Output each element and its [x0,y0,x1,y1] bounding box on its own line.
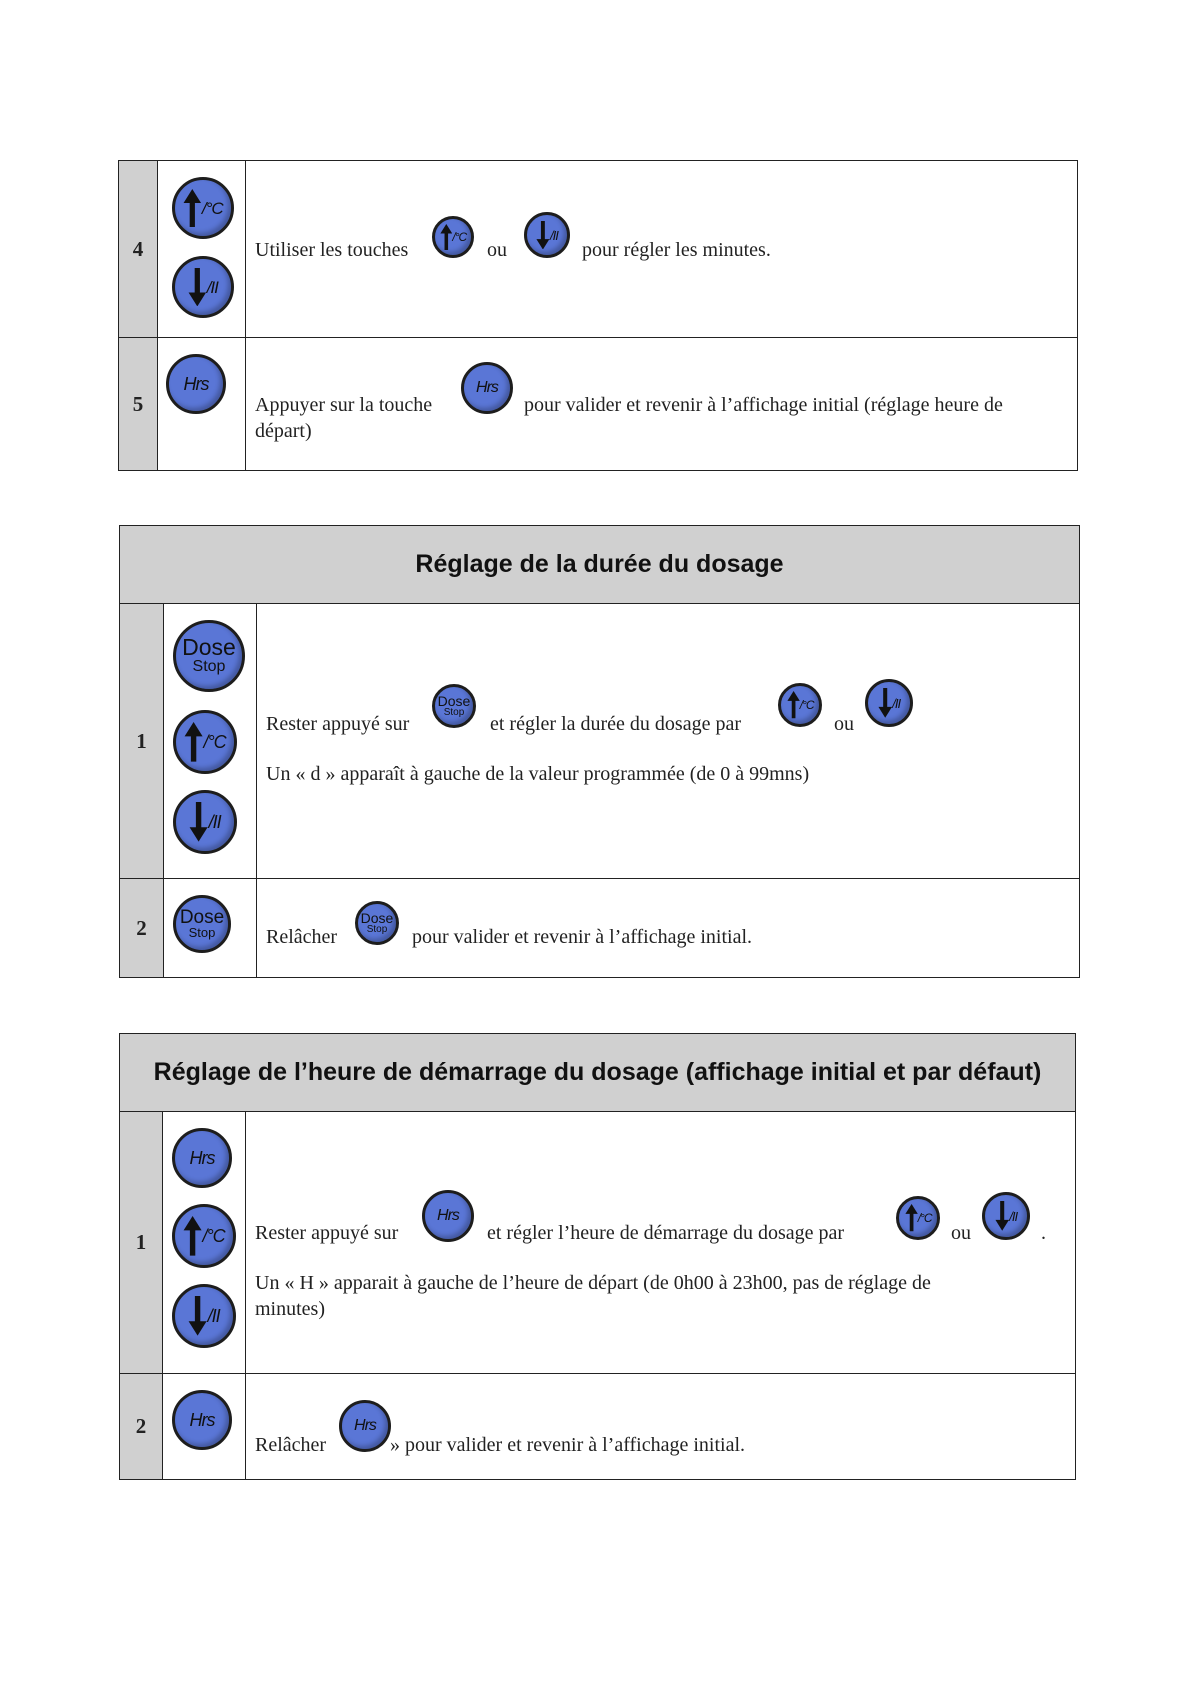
instruction-text [246,338,1077,470]
arrow-up-icon [787,691,800,718]
up-celsius-button-icon [432,216,474,258]
down-pause-button-icon [524,212,570,258]
arrow-down-icon [995,1201,1009,1231]
arrow-up-icon [184,722,203,762]
table-row [119,337,1077,470]
hrs-label: Hrs [476,379,498,396]
up-celsius-button-icon [173,710,237,774]
icon-cell [163,1374,246,1479]
down-pause-button-icon [172,1284,236,1348]
up-celsius-button-icon [896,1196,940,1240]
hrs-label: Hrs [354,1417,376,1434]
minutes-table [118,160,1078,471]
pause-label: /II [549,227,558,243]
arrow-down-icon [188,268,207,306]
pause-label: /II [208,812,221,832]
table-row [119,161,1077,337]
instruction-part: ou [951,1222,971,1244]
section-title: Réglage de l’heure de démarrage du dosage (affichage initial et par défaut) [120,1034,1075,1112]
celsius-label: /°C [202,1226,225,1246]
up-celsius-button-icon [172,1204,236,1268]
duration-table [119,525,1080,978]
instruction-text [257,879,1079,977]
instruction-part: Relâcher [255,1434,327,1456]
celsius-label: /°C [201,198,223,218]
icon-cell [158,161,246,337]
dose-label: Dose [437,692,471,709]
instruction-text [246,161,1077,337]
stop-label: Stop [443,706,465,718]
dose-stop-button-icon [173,895,231,953]
hrs-button-icon [172,1128,232,1188]
arrow-down-icon [188,1296,207,1336]
instruction-text [246,1112,1075,1373]
hrs-button-icon [422,1190,474,1242]
instruction-part: Utiliser les touches [255,239,409,261]
table-row [120,1373,1075,1479]
icon-cell [164,879,257,977]
dose-label: Dose [182,634,236,661]
celsius-label: /°C [452,230,467,244]
step-number: 4 [119,161,158,337]
down-pause-button-icon [172,256,234,318]
hrs-label: Hrs [189,1410,215,1430]
arrow-up-icon [440,224,453,250]
celsius-label: /°C [799,698,814,712]
hrs-button-icon [339,1400,391,1452]
icon-cell [164,604,257,878]
stop-label: Stop [192,658,226,676]
dose-stop-button-icon [355,901,399,945]
dose-label: Dose [360,909,394,926]
icon-cell [163,1112,246,1373]
step-number: 2 [120,1374,163,1479]
instruction-part: pour valider et revenir à l’affichage initial (réglage heure de [524,394,1003,416]
down-pause-button-icon [173,790,237,854]
hrs-label: Hrs [189,1148,215,1168]
hrs-label: Hrs [437,1207,459,1224]
instruction-text [246,1374,1075,1479]
icon-cell [158,338,246,470]
dose-stop-button-icon [173,620,245,692]
instruction-part: Rester appuyé sur [255,1222,399,1244]
start-time-table [119,1033,1076,1480]
step-number: 1 [120,1112,163,1373]
table-row [120,604,1079,878]
stop-label: Stop [188,924,216,940]
step-number: 2 [120,879,164,977]
pause-label: /II [1009,1208,1018,1224]
instruction-part: Rester appuyé sur [266,713,410,735]
dose-stop-button-icon [432,684,476,728]
stop-label: Stop [366,923,388,935]
section-title: Réglage de la durée du dosage [120,526,1079,604]
instruction-part: pour valider et revenir à l’affichage initial. [412,926,753,948]
step-number: 1 [120,604,164,878]
arrow-up-icon [183,189,202,227]
up-celsius-button-icon [778,683,822,727]
instruction-part: Un « d » apparaît à gauche de la valeur programmée (de 0 à 99mns) [266,763,810,785]
instruction-part: . [1041,1222,1046,1244]
instruction-part: et régler l’heure de démarrage du dosage par [487,1222,845,1244]
instruction-part: et régler la durée du dosage par [490,713,741,735]
dose-label: Dose [179,906,225,928]
arrow-down-icon [536,221,550,250]
up-celsius-button-icon [172,177,234,239]
table-row [120,878,1079,977]
celsius-label: /°C [917,1211,932,1225]
instruction-part: départ) [255,420,312,442]
table-row [120,1112,1075,1373]
down-pause-button-icon [982,1192,1030,1240]
instruction-part: ou [487,239,507,261]
instruction-part: Appuyer sur la touche [255,394,433,416]
down-pause-button-icon [865,679,913,727]
celsius-label: /°C [203,732,226,752]
hrs-label: Hrs [183,374,209,394]
instruction-part: » pour valider et revenir à l’affichage initial. [390,1434,746,1456]
arrow-down-icon [878,688,892,718]
arrow-up-icon [905,1204,918,1231]
instruction-part: Un « H » apparait à gauche de l’heure de départ (de 0h00 à 23h00, pas de réglage de minutes) [255,1272,931,1320]
step-number: 5 [119,338,158,470]
hrs-button-icon [166,354,226,414]
pause-label: /II [892,695,901,711]
instruction-part: Relâcher [266,926,338,948]
hrs-button-icon [172,1390,232,1450]
instruction-part: ou [834,713,854,735]
instruction-part: pour régler les minutes. [582,239,771,261]
arrow-up-icon [183,1216,202,1256]
hrs-button-icon [461,362,513,414]
arrow-down-icon [189,802,208,842]
pause-label: /II [207,1306,220,1326]
instruction-text [257,604,1079,878]
pause-label: /II [206,277,218,297]
